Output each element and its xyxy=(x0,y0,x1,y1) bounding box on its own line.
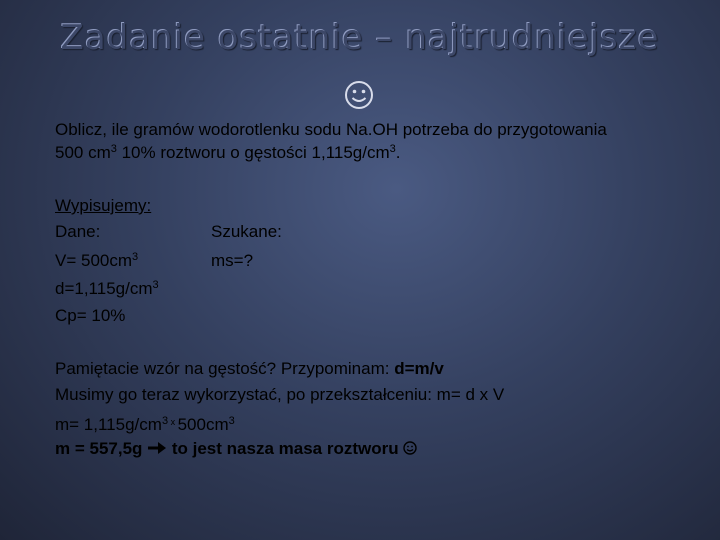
task-line-2: 500 $cm^3$ 10% roztworu o gęstości $1,115g/cm^3$. xyxy=(55,143,401,162)
given-label: Dane: xyxy=(55,222,101,241)
given-concentration: Cp= 10% xyxy=(55,306,126,325)
given-density: $d=1,115g/cm^3$ xyxy=(55,279,159,298)
sought-mass: ms=? xyxy=(211,251,254,270)
task-line-1: Oblicz, ile gramów wodorotlenku sodu Na.OH potrzeba do przygotowania xyxy=(55,120,607,139)
smiley-icon xyxy=(403,441,417,455)
smiley-icon xyxy=(344,80,374,110)
solution-line-3: $m= 1,115g/cm^3$ $^x$ $500cm^3$ xyxy=(55,415,235,434)
solution-result: m = 557,5g to jest nasza masa roztworu xyxy=(55,437,417,461)
sought-label: Szukane: xyxy=(211,222,282,241)
solution-line-1: Pamiętacie wzór na gęstość? Przypominam: d=m/v xyxy=(55,359,444,378)
given-heading: Wypisujemy: xyxy=(55,196,152,215)
given-volume: $V= 500cm^3$ xyxy=(55,251,139,270)
arrow-right-icon xyxy=(147,441,167,455)
solution-line-2: Musimy go teraz wykorzystać, po przekształceniu: m= d x V xyxy=(55,385,505,404)
slide-title: Zadanie ostatnie – najtrudniejsze xyxy=(60,18,660,58)
